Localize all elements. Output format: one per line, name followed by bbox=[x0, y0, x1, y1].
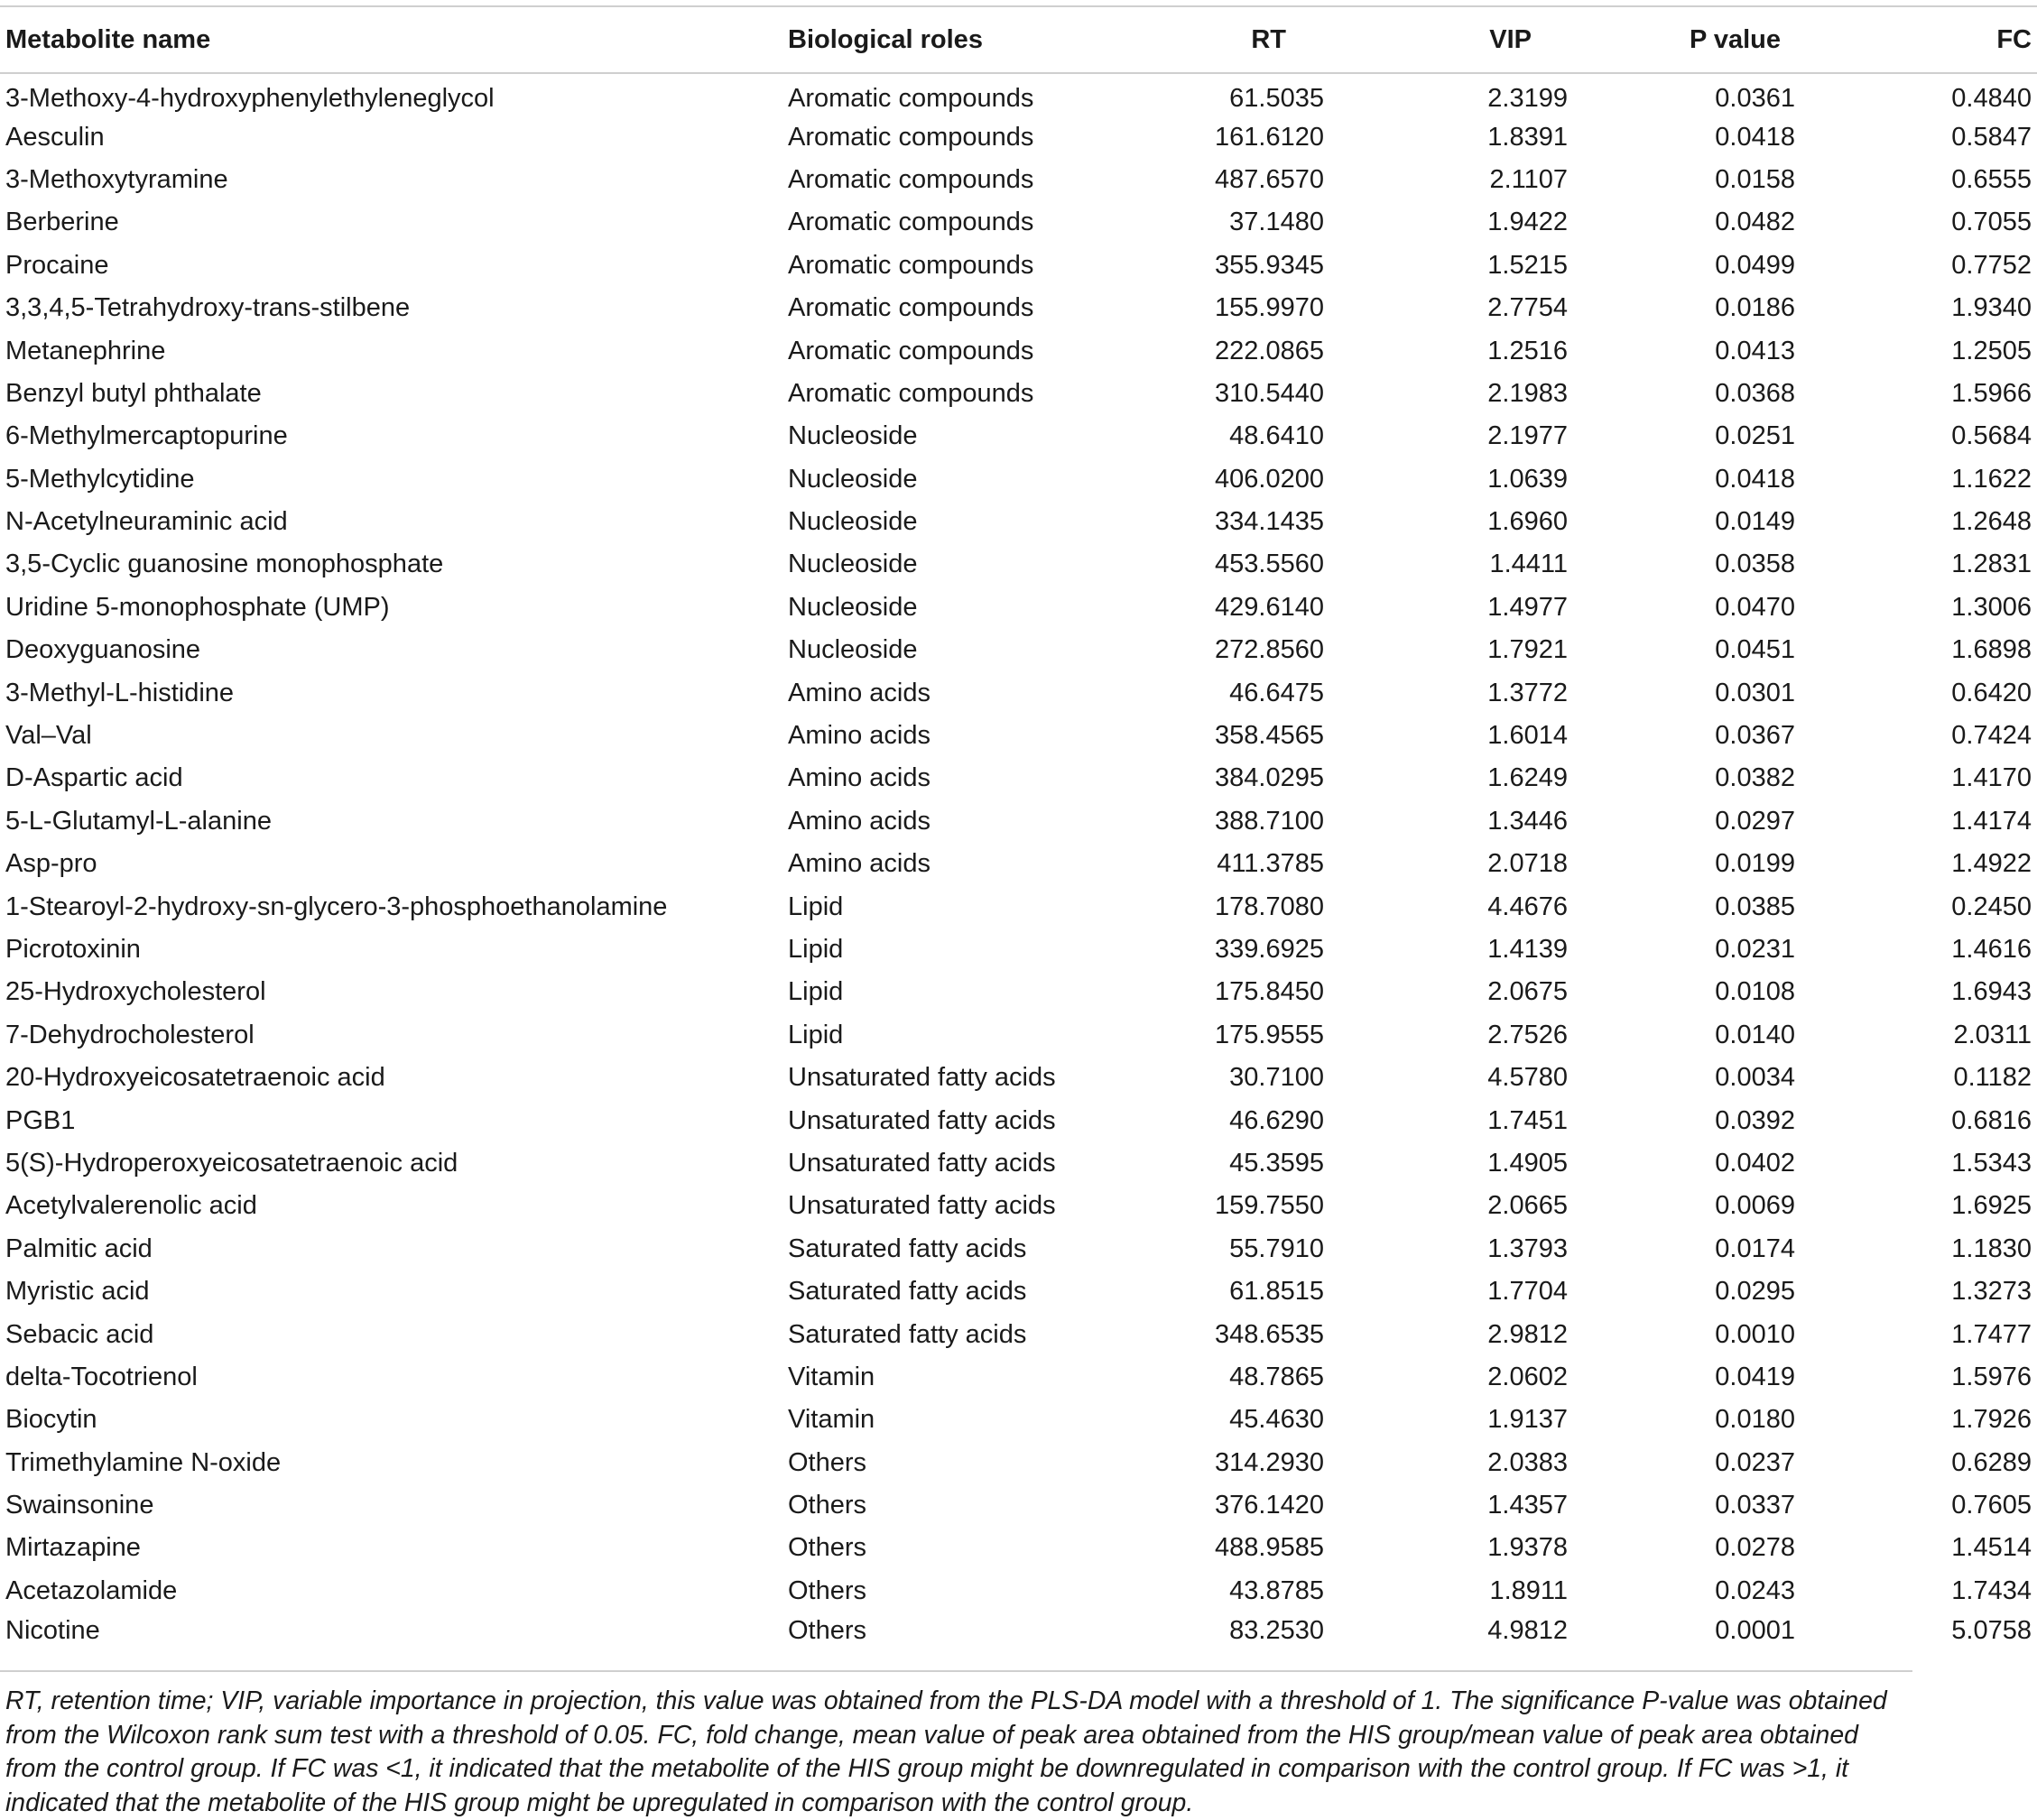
header-biological-roles: Biological roles bbox=[788, 6, 1087, 73]
table-row bbox=[0, 715, 2037, 757]
metabolite-name-cell: 3-Methyl-L-histidine bbox=[5, 678, 235, 707]
table-row bbox=[0, 543, 2037, 586]
rt-cell: 155.9970 bbox=[1215, 293, 1324, 323]
biological-role-cell: Aromatic compounds bbox=[788, 83, 1034, 113]
p-value-cell: 0.0278 bbox=[1715, 1533, 1795, 1563]
vip-cell: 1.3793 bbox=[1487, 1233, 1568, 1263]
table-row bbox=[0, 73, 2037, 115]
fc-cell: 1.2831 bbox=[1951, 550, 2032, 579]
vip-cell: 1.9137 bbox=[1487, 1405, 1568, 1435]
fc-cell: 5.0758 bbox=[1951, 1616, 2032, 1646]
table-row bbox=[0, 843, 2037, 885]
metabolite-table bbox=[0, 5, 2037, 1655]
vip-cell: 1.6249 bbox=[1487, 763, 1568, 793]
table-row bbox=[0, 757, 2037, 799]
rt-cell: 348.6535 bbox=[1215, 1319, 1324, 1349]
vip-cell: 2.7526 bbox=[1487, 1020, 1568, 1049]
rt-cell: 339.6925 bbox=[1215, 935, 1324, 964]
biological-role-cell: Amino acids bbox=[788, 678, 931, 707]
table-row bbox=[0, 1527, 2037, 1569]
metabolite-name-cell: Mirtazapine bbox=[5, 1533, 141, 1563]
table-row bbox=[0, 885, 2037, 928]
fc-cell: 0.6555 bbox=[1951, 164, 2032, 194]
table-row bbox=[0, 415, 2037, 457]
fc-cell: 0.6289 bbox=[1951, 1447, 2032, 1477]
p-value-cell: 0.0149 bbox=[1715, 507, 1795, 537]
vip-cell: 1.4411 bbox=[1489, 550, 1568, 579]
rt-cell: 48.6410 bbox=[1229, 421, 1324, 451]
metabolite-name-cell: 25-Hydroxycholesterol bbox=[5, 977, 266, 1007]
table-row bbox=[0, 1442, 2037, 1484]
metabolite-name-cell: Palmitic acid bbox=[5, 1233, 153, 1263]
fc-cell: 1.2505 bbox=[1951, 336, 2032, 365]
vip-cell: 1.7451 bbox=[1487, 1105, 1568, 1135]
rt-cell: 61.5035 bbox=[1229, 83, 1324, 113]
biological-role-cell: Aromatic compounds bbox=[788, 378, 1034, 408]
rt-cell: 384.0295 bbox=[1215, 763, 1324, 793]
fc-cell: 0.6420 bbox=[1951, 678, 2032, 707]
table-row bbox=[0, 1228, 2037, 1270]
p-value-cell: 0.0186 bbox=[1715, 293, 1795, 323]
p-value-cell: 0.0243 bbox=[1715, 1575, 1795, 1605]
biological-role-cell: Amino acids bbox=[788, 721, 931, 751]
metabolite-name-cell: 5-Methylcytidine bbox=[5, 464, 195, 494]
p-value-cell: 0.0418 bbox=[1715, 464, 1795, 494]
table-row bbox=[0, 928, 2037, 971]
table-row bbox=[0, 458, 2037, 501]
metabolite-name-cell: Berberine bbox=[5, 208, 119, 237]
p-value-cell: 0.0402 bbox=[1715, 1148, 1795, 1178]
metabolite-name-cell: Asp-pro bbox=[5, 849, 97, 879]
biological-role-cell: Unsaturated fatty acids bbox=[788, 1191, 1056, 1221]
rt-cell: 37.1480 bbox=[1229, 208, 1324, 237]
biological-role-cell: Saturated fatty acids bbox=[788, 1233, 1027, 1263]
fc-cell: 1.5976 bbox=[1951, 1362, 2032, 1391]
biological-role-cell: Vitamin bbox=[788, 1405, 875, 1435]
p-value-cell: 0.0140 bbox=[1715, 1020, 1795, 1049]
rt-cell: 222.0865 bbox=[1215, 336, 1324, 365]
fc-cell: 0.7752 bbox=[1951, 250, 2032, 280]
vip-cell: 1.4977 bbox=[1487, 592, 1568, 622]
fc-cell: 1.5343 bbox=[1951, 1148, 2032, 1178]
biological-role-cell: Saturated fatty acids bbox=[788, 1277, 1027, 1307]
biological-role-cell: Lipid bbox=[788, 892, 844, 921]
fc-cell: 1.3006 bbox=[1951, 592, 2032, 622]
metabolite-name-cell: Procaine bbox=[5, 250, 109, 280]
vip-cell: 2.1983 bbox=[1487, 378, 1568, 408]
metabolite-name-cell: PGB1 bbox=[5, 1105, 76, 1135]
vip-cell: 4.9812 bbox=[1487, 1616, 1568, 1646]
vip-cell: 1.7704 bbox=[1487, 1277, 1568, 1307]
biological-role-cell: Others bbox=[788, 1491, 867, 1520]
table-row bbox=[0, 629, 2037, 671]
fc-cell: 1.4514 bbox=[1951, 1533, 2032, 1563]
vip-cell: 1.0639 bbox=[1487, 464, 1568, 494]
rt-cell: 411.3785 bbox=[1217, 849, 1324, 879]
p-value-cell: 0.0199 bbox=[1715, 849, 1795, 879]
fc-cell: 1.6925 bbox=[1951, 1191, 2032, 1221]
vip-cell: 4.4676 bbox=[1487, 892, 1568, 921]
vip-cell: 1.4357 bbox=[1487, 1491, 1568, 1520]
rt-cell: 376.1420 bbox=[1215, 1491, 1324, 1520]
p-value-cell: 0.0001 bbox=[1715, 1616, 1795, 1646]
fc-cell: 1.1830 bbox=[1951, 1233, 2032, 1263]
metabolite-name-cell: 1-Stearoyl-2-hydroxy-sn-glycero-3-phosphoethanolamine bbox=[5, 892, 668, 921]
rt-cell: 487.6570 bbox=[1215, 164, 1324, 194]
table-row bbox=[0, 1399, 2037, 1441]
biological-role-cell: Unsaturated fatty acids bbox=[788, 1105, 1056, 1135]
rt-cell: 30.7100 bbox=[1229, 1063, 1324, 1093]
vip-cell: 2.0675 bbox=[1487, 977, 1568, 1007]
p-value-cell: 0.0499 bbox=[1715, 250, 1795, 280]
vip-cell: 1.7921 bbox=[1487, 635, 1568, 665]
table-footnote: RT, retention time; VIP, variable importance in projection, this value was obtained from the PLS-DA model with a threshold of 1. The significance P-value was obtained from the Wilcoxon rank sum test with a threshold of 0.05. FC, fold change, mean value of peak area obtained from the HIS group/mean value of peak area obtained from the control group. If FC was <1, it indicated that the metabolite of the HIS group might be downregulated in comparison with the control group. If FC was >1, it indicated that the metabolite of the HIS group might be upregulated in comparison with the control group. bbox=[0, 1670, 1912, 1820]
vip-cell: 2.0665 bbox=[1487, 1191, 1568, 1221]
table-row bbox=[0, 1313, 2037, 1355]
rt-cell: 46.6290 bbox=[1229, 1105, 1324, 1135]
table-row bbox=[0, 1270, 2037, 1313]
fc-cell: 0.6816 bbox=[1951, 1105, 2032, 1135]
metabolite-name-cell: Deoxyguanosine bbox=[5, 635, 201, 665]
metabolite-name-cell: Biocytin bbox=[5, 1405, 97, 1435]
fc-cell: 1.6943 bbox=[1951, 977, 2032, 1007]
table-row bbox=[0, 1484, 2037, 1527]
vip-cell: 1.5215 bbox=[1487, 250, 1568, 280]
rt-cell: 159.7550 bbox=[1215, 1191, 1324, 1221]
table-row bbox=[0, 159, 2037, 201]
metabolite-name-cell: Nicotine bbox=[5, 1616, 100, 1646]
p-value-cell: 0.0231 bbox=[1715, 935, 1795, 964]
table-row bbox=[0, 1185, 2037, 1227]
vip-cell: 2.1977 bbox=[1487, 421, 1568, 451]
metabolite-name-cell: 3,3,4,5-Tetrahydroxy-trans-stilbene bbox=[5, 293, 411, 323]
vip-cell: 1.6014 bbox=[1487, 721, 1568, 751]
biological-role-cell: Amino acids bbox=[788, 763, 931, 793]
biological-role-cell: Nucleoside bbox=[788, 550, 918, 579]
biological-role-cell: Nucleoside bbox=[788, 592, 918, 622]
vip-cell: 1.9378 bbox=[1487, 1533, 1568, 1563]
biological-role-cell: Nucleoside bbox=[788, 635, 918, 665]
fc-cell: 0.5684 bbox=[1951, 421, 2032, 451]
p-value-cell: 0.0367 bbox=[1715, 721, 1795, 751]
rt-cell: 310.5440 bbox=[1215, 378, 1324, 408]
header-fc: FC bbox=[1813, 6, 2037, 73]
biological-role-cell: Aromatic compounds bbox=[788, 164, 1034, 194]
metabolite-name-cell: Picrotoxinin bbox=[5, 935, 141, 964]
biological-role-cell: Aromatic compounds bbox=[788, 250, 1034, 280]
metabolite-name-cell: 7-Dehydrocholesterol bbox=[5, 1020, 255, 1049]
rt-cell: 406.0200 bbox=[1215, 464, 1324, 494]
metabolite-name-cell: 20-Hydroxyeicosatetraenoic acid bbox=[5, 1063, 385, 1093]
vip-cell: 2.9812 bbox=[1487, 1319, 1568, 1349]
header-metabolite-name: Metabolite name bbox=[0, 6, 788, 73]
rt-cell: 45.3595 bbox=[1229, 1148, 1324, 1178]
fc-cell: 0.7605 bbox=[1951, 1491, 2032, 1520]
fc-cell: 0.7055 bbox=[1951, 208, 2032, 237]
biological-role-cell: Lipid bbox=[788, 1020, 844, 1049]
metabolite-name-cell: 3-Methoxytyramine bbox=[5, 164, 228, 194]
fc-cell: 1.5966 bbox=[1951, 378, 2032, 408]
metabolite-name-cell: 6-Methylmercaptopurine bbox=[5, 421, 288, 451]
rt-cell: 355.9345 bbox=[1215, 250, 1324, 280]
biological-role-cell: Saturated fatty acids bbox=[788, 1319, 1027, 1349]
rt-cell: 48.7865 bbox=[1229, 1362, 1324, 1391]
table-row bbox=[0, 971, 2037, 1013]
biological-role-cell: Nucleoside bbox=[788, 464, 918, 494]
rt-cell: 272.8560 bbox=[1215, 635, 1324, 665]
p-value-cell: 0.0069 bbox=[1715, 1191, 1795, 1221]
rt-cell: 46.6475 bbox=[1229, 678, 1324, 707]
fc-cell: 1.9340 bbox=[1951, 293, 2032, 323]
vip-cell: 1.4905 bbox=[1487, 1148, 1568, 1178]
biological-role-cell: Nucleoside bbox=[788, 507, 918, 537]
fc-cell: 0.4840 bbox=[1951, 83, 2032, 113]
biological-role-cell: Aromatic compounds bbox=[788, 208, 1034, 237]
table-row bbox=[0, 501, 2037, 543]
fc-cell: 1.4922 bbox=[1951, 849, 2032, 879]
fc-cell: 0.7424 bbox=[1951, 721, 2032, 751]
metabolite-name-cell: Aesculin bbox=[5, 122, 105, 152]
table-row bbox=[0, 329, 2037, 372]
p-value-cell: 0.0301 bbox=[1715, 678, 1795, 707]
p-value-cell: 0.0368 bbox=[1715, 378, 1795, 408]
metabolite-name-cell: Myristic acid bbox=[5, 1277, 150, 1307]
p-value-cell: 0.0358 bbox=[1715, 550, 1795, 579]
vip-cell: 4.5780 bbox=[1487, 1063, 1568, 1093]
rt-cell: 175.8450 bbox=[1215, 977, 1324, 1007]
biological-role-cell: Aromatic compounds bbox=[788, 293, 1034, 323]
p-value-cell: 0.0158 bbox=[1715, 164, 1795, 194]
table-row bbox=[0, 201, 2037, 244]
metabolite-name-cell: N-Acetylneuraminic acid bbox=[5, 507, 288, 537]
table-row bbox=[0, 1570, 2037, 1612]
vip-cell: 2.3199 bbox=[1487, 83, 1568, 113]
p-value-cell: 0.0010 bbox=[1715, 1319, 1795, 1349]
fc-cell: 0.2450 bbox=[1951, 892, 2032, 921]
rt-cell: 488.9585 bbox=[1215, 1533, 1324, 1563]
fc-cell: 1.3273 bbox=[1951, 1277, 2032, 1307]
table-row bbox=[0, 1099, 2037, 1141]
vip-cell: 2.0383 bbox=[1487, 1447, 1568, 1477]
metabolite-name-cell: D-Aspartic acid bbox=[5, 763, 183, 793]
p-value-cell: 0.0419 bbox=[1715, 1362, 1795, 1391]
biological-role-cell: Lipid bbox=[788, 935, 844, 964]
p-value-cell: 0.0180 bbox=[1715, 1405, 1795, 1435]
rt-cell: 453.5560 bbox=[1215, 550, 1324, 579]
table-header bbox=[0, 6, 2037, 73]
p-value-cell: 0.0297 bbox=[1715, 806, 1795, 836]
fc-cell: 1.4616 bbox=[1951, 935, 2032, 964]
p-value-cell: 0.0451 bbox=[1715, 635, 1795, 665]
p-value-cell: 0.0385 bbox=[1715, 892, 1795, 921]
p-value-cell: 0.0337 bbox=[1715, 1491, 1795, 1520]
metabolite-name-cell: Acetylvalerenolic acid bbox=[5, 1191, 257, 1221]
rt-cell: 314.2930 bbox=[1215, 1447, 1324, 1477]
header-row bbox=[0, 6, 2037, 73]
metabolite-name-cell: 5-L-Glutamyl-L-alanine bbox=[5, 806, 272, 836]
biological-role-cell: Nucleoside bbox=[788, 421, 918, 451]
vip-cell: 1.4139 bbox=[1487, 935, 1568, 964]
p-value-cell: 0.0470 bbox=[1715, 592, 1795, 622]
rt-cell: 178.7080 bbox=[1215, 892, 1324, 921]
biological-role-cell: Aromatic compounds bbox=[788, 336, 1034, 365]
vip-cell: 2.0718 bbox=[1487, 849, 1568, 879]
metabolite-name-cell: Val–Val bbox=[5, 721, 92, 751]
rt-cell: 43.8785 bbox=[1229, 1575, 1324, 1605]
biological-role-cell: Lipid bbox=[788, 977, 844, 1007]
fc-cell: 1.6898 bbox=[1951, 635, 2032, 665]
rt-cell: 358.4565 bbox=[1215, 721, 1324, 751]
fc-cell: 0.5847 bbox=[1951, 122, 2032, 152]
rt-cell: 45.4630 bbox=[1229, 1405, 1324, 1435]
metabolite-name-cell: delta-Tocotrienol bbox=[5, 1362, 198, 1391]
metabolite-name-cell: Metanephrine bbox=[5, 336, 166, 365]
metabolite-name-cell: 3-Methoxy-4-hydroxyphenylethyleneglycol bbox=[5, 83, 495, 113]
fc-cell: 1.2648 bbox=[1951, 507, 2032, 537]
vip-cell: 1.8391 bbox=[1487, 122, 1568, 152]
table-row bbox=[0, 115, 2037, 158]
p-value-cell: 0.0174 bbox=[1715, 1233, 1795, 1263]
p-value-cell: 0.0413 bbox=[1715, 336, 1795, 365]
table-row bbox=[0, 1356, 2037, 1399]
table-row bbox=[0, 1142, 2037, 1185]
table-row bbox=[0, 671, 2037, 714]
p-value-cell: 0.0382 bbox=[1715, 763, 1795, 793]
header-p-value: P value bbox=[1571, 6, 1813, 73]
rt-cell: 61.8515 bbox=[1229, 1277, 1324, 1307]
fc-cell: 1.4170 bbox=[1951, 763, 2032, 793]
vip-cell: 1.9422 bbox=[1487, 208, 1568, 237]
biological-role-cell: Others bbox=[788, 1575, 867, 1605]
metabolite-name-cell: 3,5-Cyclic guanosine monophosphate bbox=[5, 550, 444, 579]
table-row bbox=[0, 373, 2037, 415]
vip-cell: 2.1107 bbox=[1489, 164, 1568, 194]
vip-cell: 1.6960 bbox=[1487, 507, 1568, 537]
metabolite-name-cell: Acetazolamide bbox=[5, 1575, 178, 1605]
metabolite-name-cell: 5(S)-Hydroperoxyeicosatetraenoic acid bbox=[5, 1148, 458, 1178]
table-row bbox=[0, 1612, 2037, 1655]
biological-role-cell: Amino acids bbox=[788, 849, 931, 879]
p-value-cell: 0.0295 bbox=[1715, 1277, 1795, 1307]
header-vip: VIP bbox=[1328, 6, 1571, 73]
table-body bbox=[0, 73, 2037, 1655]
rt-cell: 161.6120 bbox=[1215, 122, 1324, 152]
biological-role-cell: Others bbox=[788, 1533, 867, 1563]
vip-cell: 1.3446 bbox=[1487, 806, 1568, 836]
biological-role-cell: Vitamin bbox=[788, 1362, 875, 1391]
fc-cell: 1.7434 bbox=[1951, 1575, 2032, 1605]
p-value-cell: 0.0108 bbox=[1715, 977, 1795, 1007]
p-value-cell: 0.0034 bbox=[1715, 1063, 1795, 1093]
rt-cell: 334.1435 bbox=[1215, 507, 1324, 537]
table-row bbox=[0, 800, 2037, 843]
fc-cell: 1.4174 bbox=[1951, 806, 2032, 836]
p-value-cell: 0.0361 bbox=[1715, 83, 1795, 113]
fc-cell: 1.1622 bbox=[1951, 464, 2032, 494]
table-row bbox=[0, 1014, 2037, 1057]
biological-role-cell: Unsaturated fatty acids bbox=[788, 1148, 1056, 1178]
p-value-cell: 0.0251 bbox=[1715, 421, 1795, 451]
biological-role-cell: Aromatic compounds bbox=[788, 122, 1034, 152]
metabolite-name-cell: Swainsonine bbox=[5, 1491, 154, 1520]
vip-cell: 1.3772 bbox=[1487, 678, 1568, 707]
metabolite-name-cell: Uridine 5-monophosphate (UMP) bbox=[5, 592, 390, 622]
p-value-cell: 0.0392 bbox=[1715, 1105, 1795, 1135]
biological-role-cell: Unsaturated fatty acids bbox=[788, 1063, 1056, 1093]
table-row bbox=[0, 587, 2037, 629]
metabolite-name-cell: Benzyl butyl phthalate bbox=[5, 378, 262, 408]
vip-cell: 2.0602 bbox=[1487, 1362, 1568, 1391]
rt-cell: 388.7100 bbox=[1215, 806, 1324, 836]
vip-cell: 2.7754 bbox=[1487, 293, 1568, 323]
rt-cell: 175.9555 bbox=[1215, 1020, 1324, 1049]
rt-cell: 429.6140 bbox=[1215, 592, 1324, 622]
table-row bbox=[0, 245, 2037, 287]
biological-role-cell: Amino acids bbox=[788, 806, 931, 836]
biological-role-cell: Others bbox=[788, 1616, 867, 1646]
rt-cell: 83.2530 bbox=[1229, 1616, 1324, 1646]
fc-cell: 2.0311 bbox=[1953, 1020, 2032, 1049]
rt-cell: 55.7910 bbox=[1229, 1233, 1324, 1263]
header-rt: RT bbox=[1087, 6, 1328, 73]
vip-cell: 1.2516 bbox=[1487, 336, 1568, 365]
p-value-cell: 0.0482 bbox=[1715, 208, 1795, 237]
fc-cell: 1.7477 bbox=[1951, 1319, 2032, 1349]
vip-cell: 1.8911 bbox=[1489, 1575, 1568, 1605]
biological-role-cell: Others bbox=[788, 1447, 867, 1477]
table-row bbox=[0, 287, 2037, 329]
fc-cell: 1.7926 bbox=[1951, 1405, 2032, 1435]
fc-cell: 0.1182 bbox=[1953, 1063, 2032, 1093]
metabolite-name-cell: Sebacic acid bbox=[5, 1319, 154, 1349]
p-value-cell: 0.0418 bbox=[1715, 122, 1795, 152]
p-value-cell: 0.0237 bbox=[1715, 1447, 1795, 1477]
metabolite-name-cell: Trimethylamine N-oxide bbox=[5, 1447, 282, 1477]
table-row bbox=[0, 1057, 2037, 1099]
